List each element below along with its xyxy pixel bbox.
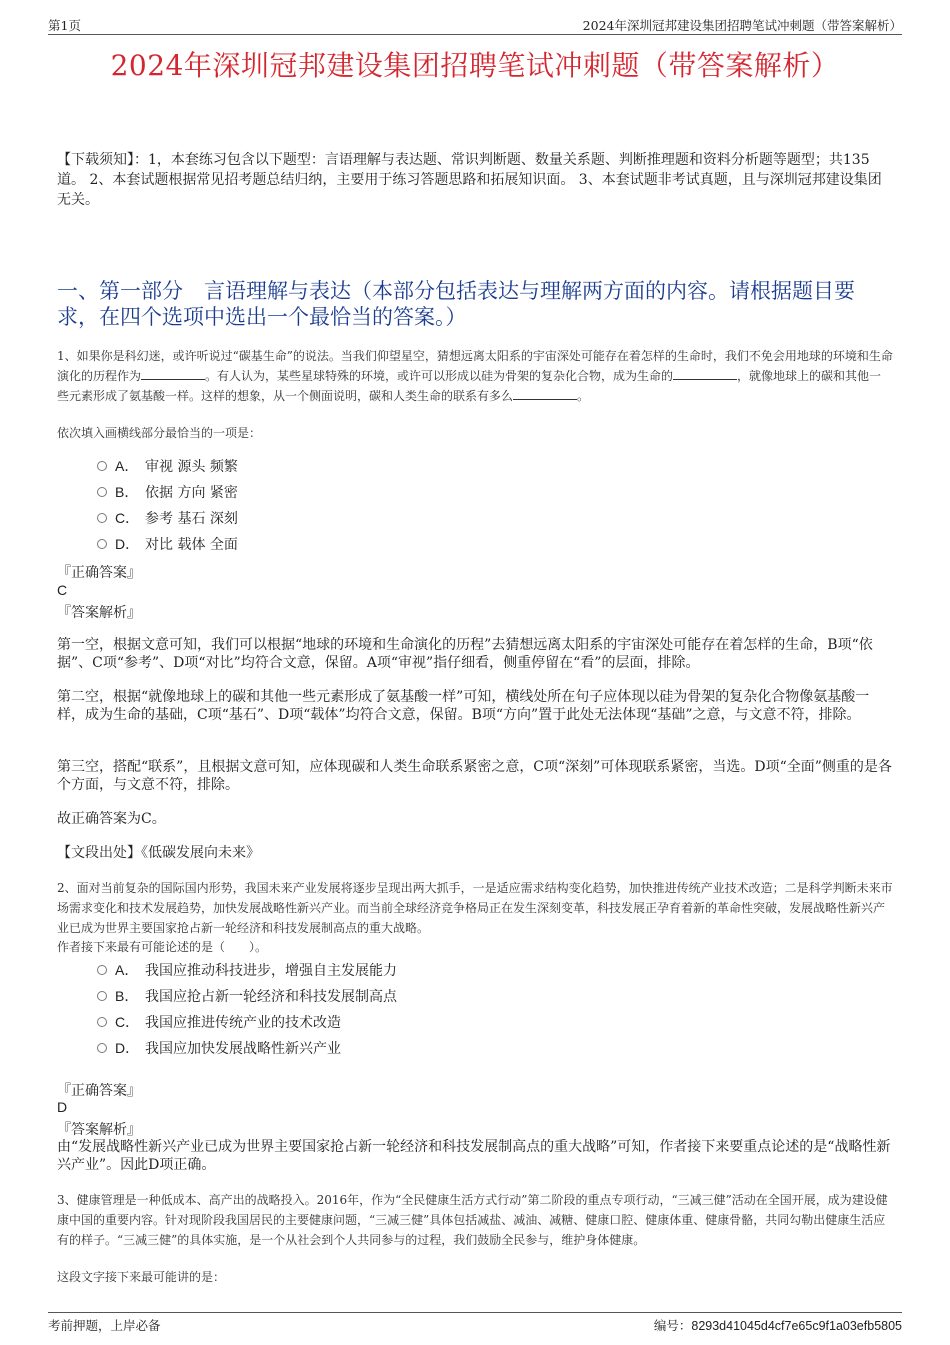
radio-icon[interactable] [97, 513, 107, 523]
q2-answer-label: 『正确答案』 [57, 1083, 141, 1099]
download-notice: 【下载须知】：1，本套练习包含以下题型：言语理解与表达题、常识判断题、数量关系题、判断推理题和资料分析题等题型；共135道。 2、本套试题根据常见招考题总结归纳，主要用于练习答题思路和拓展知识面。 3、本套试题非考试真题，且与深圳冠邦建设集团无关。 [57, 152, 882, 208]
q2-option-d[interactable]: D． 我国应加快发展战略性新兴产业 [97, 1038, 341, 1058]
q1-answer-label: 『正确答案』 [57, 565, 141, 581]
q1-analysis-paragraph-3: 第三空，搭配“联系”，且根据文意可知，应体现碳和人类生命联系紧密之意，C项“深刻”可体现联系紧密，当选。D项“全面”侧重的是各个方面，与文意不符，排除。 [57, 759, 892, 793]
blank-2 [673, 367, 737, 380]
question-1-text [57, 346, 893, 406]
radio-icon[interactable] [97, 1017, 107, 1027]
blank-3 [513, 387, 577, 400]
question-3-prompt: 这段文字接下来最可能讲的是： [57, 1270, 226, 1284]
document-title: 2024年深圳冠邦建设集团招聘笔试冲刺题（带答案解析） [110, 49, 840, 82]
q2-answer: D [57, 1099, 68, 1115]
q1-option-c[interactable]: C． 参考 基石 深刻 [97, 508, 238, 528]
question-1-prompt: 依次填入画横线部分最恰当的一项是： [57, 426, 262, 440]
q1-analysis-paragraph-1: 第一空，根据文意可知，我们可以根据“地球的环境和生命演化的历程”去猜想远离太阳系的宇宙深处可能存在着怎样的生命，B项“依据”、C项“参考”、D项“对比”均符合文意，保留。A项“审视”指仔细看，侧重停留在“看”的层面，排除。 [57, 637, 873, 671]
q1-option-b[interactable]: B． 依据 方向 紧密 [97, 482, 238, 502]
radio-icon[interactable] [97, 539, 107, 549]
radio-icon[interactable] [97, 487, 107, 497]
blank-1 [141, 367, 205, 380]
radio-icon[interactable] [97, 991, 107, 1001]
q2-analysis-label: 『答案解析』 [57, 1122, 141, 1138]
page-number: 第1页 [48, 18, 81, 33]
footer-code-value: 8293d41045d4cf7e65c9f1a03efb5805 [691, 1319, 902, 1333]
radio-icon[interactable] [97, 461, 107, 471]
page-header [48, 14, 902, 35]
q1-analysis-conclusion: 故正确答案为C。 [57, 811, 166, 827]
question-1-part-4: 。 [577, 389, 590, 403]
question-2-prompt: 作者接下来最有可能论述的是（ ）。 [57, 940, 268, 954]
question-1-part-3: ，就像地球上的碳和其他一些元素形成了氨基酸一样。这样的想象，从一个侧面说明，碳和人类生命的联系有多么 [57, 369, 882, 403]
q1-option-a[interactable]: A． 审视 源头 频繁 [97, 456, 238, 476]
q1-source: 【文段出处】《低碳发展向未来》 [57, 845, 260, 861]
question-1-part-2: 。有人认为，某些星球特殊的环境，或许可以形成以硅为骨架的复杂化合物，成为生命的 [205, 369, 674, 383]
radio-icon[interactable] [97, 1043, 107, 1053]
q2-option-a[interactable]: A． 我国应推动科技进步，增强自主发展能力 [97, 960, 397, 980]
q2-analysis: 由“发展战略性新兴产业已成为世界主要国家抢占新一轮经济和科技发展制高点的重大战略”可知，作者接下来要重点论述的是“战略性新兴产业”。因此D项正确。 [57, 1139, 891, 1173]
q1-analysis-paragraph-2: 第二空，根据“就像地球上的碳和其他一些元素形成了氨基酸一样”可知，横线处所在句子应体现以硅为骨架的复杂化合物像氨基酸一样，成为生命的基础，C项“基石”、D项“载体”均符合文意，保留。B项“方向”置于此处无法体现“基础”之意，与文意不符，排除。 [57, 689, 870, 723]
q1-option-d[interactable]: D． 对比 载体 全面 [97, 534, 238, 554]
page-footer [48, 1312, 902, 1331]
footer-code-label: 编号： [653, 1318, 692, 1333]
radio-icon[interactable] [97, 965, 107, 975]
footer-code [654, 1316, 902, 1334]
section-title: 一、第一部分 言语理解与表达（本部分包括表达与理解两方面的内容。请根据题目要求，在四个选项中选出一个最恰当的答案。） [57, 279, 855, 329]
question-3-text: 3、健康管理是一种低成本、高产出的战略投入。2016年，作为“全民健康生活方式行动”第二阶段的重点专项行动，“三减三健”活动在全国开展，成为建设健康中国的重要内容。针对现阶段我国居民的主要健康问题，“三减三健”具体包括减盐、减油、减糖、健康口腔、健康体重、健康骨骼，共同勾勒出健康生活应有的样子。“三减三健”的具体实施，是一个从社会到个人共同参与的过程，我们鼓励全民参与，维护身体健康。 [57, 1193, 888, 1247]
header-doc-title: 2024年深圳冠邦建设集团招聘笔试冲刺题（带答案解析） [582, 18, 902, 33]
q1-answer: C [57, 582, 68, 598]
question-1-part-1: 1、如果你是科幻迷，或许听说过“碳基生命”的说法。当我们仰望星空，猜想远离太阳系的宇宙深处可能存在着怎样的生命时，我们不免会用地球的环境和生命演化的历程作为 [57, 349, 893, 383]
q1-analysis-label: 『答案解析』 [57, 605, 141, 621]
footer-slogan: 考前押题，上岸必备 [48, 1318, 161, 1333]
q2-option-b[interactable]: B． 我国应抢占新一轮经济和科技发展制高点 [97, 986, 397, 1006]
q2-option-c[interactable]: C． 我国应推进传统产业的技术改造 [97, 1012, 341, 1032]
question-2-text: 2、面对当前复杂的国际国内形势，我国未来产业发展将逐步呈现出两大抓手，一是适应需求结构变化趋势，加快推进传统产业技术改造；二是科学判断未来市场需求变化和技术发展趋势，加快发展战略性新兴产业。而当前全球经济竞争格局正在发生深刻变革，科技发展正孕育着新的革命性突破，发展战略性新兴产业已成为世界主要国家抢占新一轮经济和科技发展制高点的重大战略。 [57, 881, 893, 935]
